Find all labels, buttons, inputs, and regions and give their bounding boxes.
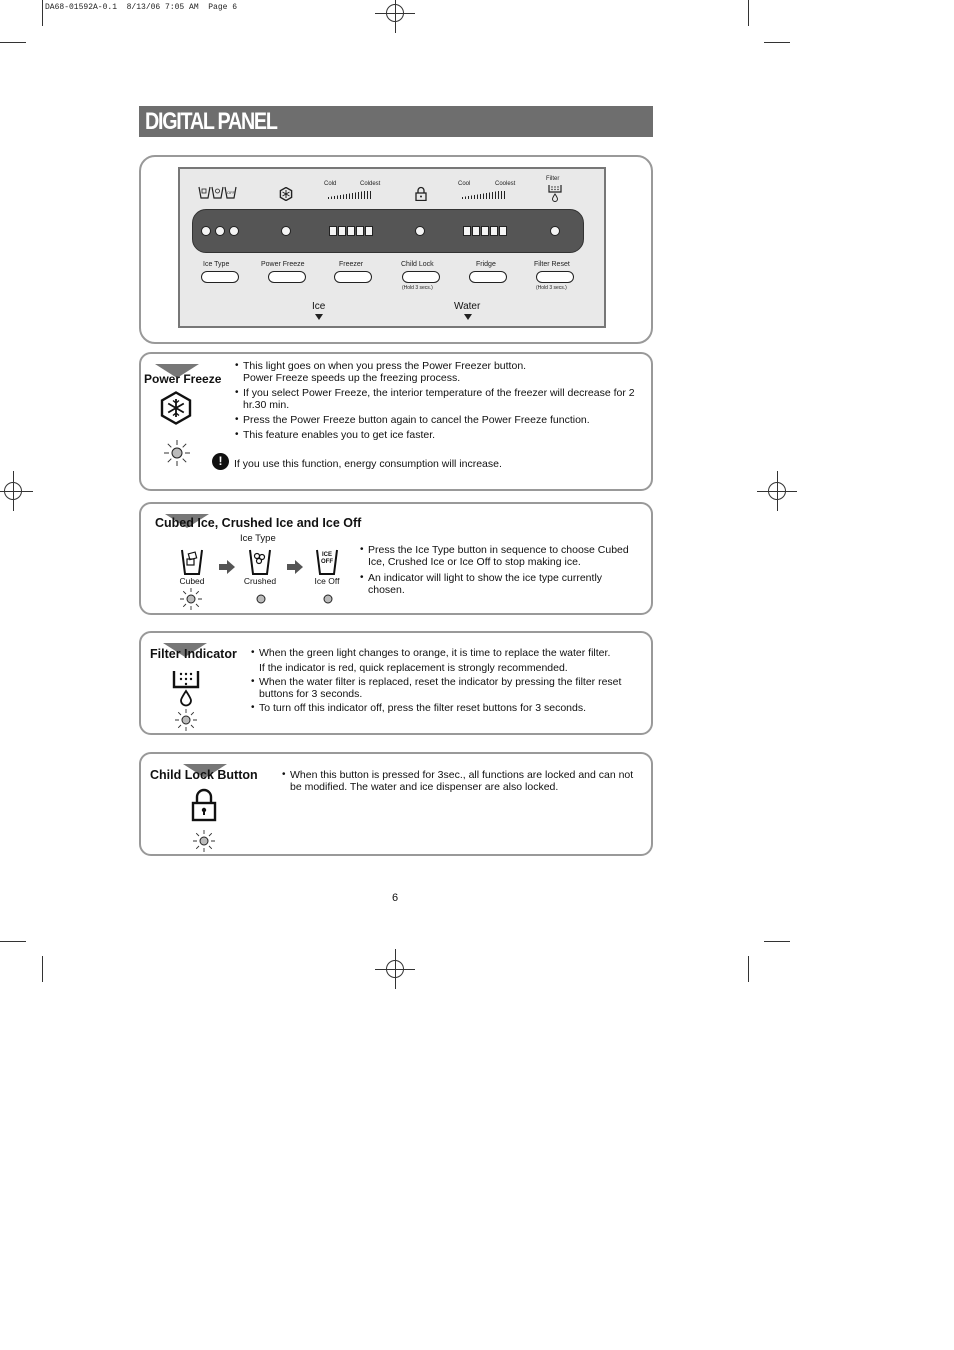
freezer-temp-scale-icon <box>328 191 374 199</box>
water-dispenser-arrow-icon <box>464 314 472 320</box>
freezer-coldest-label: Coldest <box>360 181 381 187</box>
filter-panel-icon <box>548 184 562 202</box>
crushed-ice-icon <box>248 548 272 576</box>
filter-bullet: • When the green light changes to orange, it is time to replace the water filter. <box>251 647 611 659</box>
fridge-temp-segment <box>481 226 489 236</box>
indicator-off-icon <box>322 593 334 605</box>
ice-type-panel-button <box>201 271 239 283</box>
child-lock-button-label: Child Lock <box>401 261 434 268</box>
freezer-temp-segment <box>365 226 373 236</box>
fridge-temp-segment <box>499 226 507 236</box>
filter-reset-button-label: Filter Reset <box>534 261 570 268</box>
filter-reset-panel-button <box>536 271 574 283</box>
arrow-right-icon <box>219 560 235 574</box>
fridge-panel-button <box>469 271 507 283</box>
page-title: DIGITAL PANEL <box>145 108 277 135</box>
filter-bullet: • When the water filter is replaced, reset the indicator by pressing the filter reset buttons for 3 seconds. <box>251 676 622 700</box>
power-freeze-icon <box>279 187 293 201</box>
ice-type-button-label: Ice Type <box>203 261 230 268</box>
crop-mark <box>0 941 26 942</box>
registration-mark <box>386 960 404 978</box>
power-freeze-bullet: • Press the Power Freeze button again to cancel the Power Freeze function. <box>235 414 590 426</box>
indicator-light-icon <box>174 708 198 732</box>
ice-dispenser-label: Ice <box>312 301 326 312</box>
crop-mark <box>764 42 790 43</box>
power-freeze-section <box>139 352 653 491</box>
fridge-temp-segment <box>472 226 480 236</box>
power-freeze-bullet: • This light goes on when you press the Power Freezer button. Power Freeze speeds up the freezing process. <box>235 360 527 384</box>
crop-mark <box>0 42 26 43</box>
warning-icon: ! <box>212 453 229 470</box>
power-freeze-button-label: Power Freeze <box>261 261 305 268</box>
ice-off-caption: Ice Off <box>314 576 340 586</box>
filter-sub-note: If the indicator is red, quick replacement is strongly recommended. <box>259 662 568 674</box>
filter-led <box>550 226 560 236</box>
child-lock-hold-note: (Hold 3 secs.) <box>402 285 433 291</box>
ice-dispenser-arrow-icon <box>315 314 323 320</box>
freezer-panel-button <box>334 271 372 283</box>
power-freeze-note: If you use this function, energy consumption will increase. <box>234 458 502 470</box>
power-freeze-bullet: • This feature enables you to get ice faster. <box>235 429 436 441</box>
child-lock-panel-icon <box>415 186 427 201</box>
crop-mark <box>748 0 749 26</box>
page-number: 6 <box>392 892 399 904</box>
child-lock-section <box>139 752 653 856</box>
registration-mark <box>4 482 22 500</box>
arrow-right-icon <box>287 560 303 574</box>
indicator-light-icon <box>179 587 203 611</box>
cubed-caption: Cubed <box>179 576 205 586</box>
ice-type-bullet: • An indicator will light to show the ice type currently chosen. <box>360 572 603 596</box>
crop-mark <box>42 0 43 26</box>
child-lock-bullet: • When this button is pressed for 3sec., all functions are locked and can not be modified. The water and ice dispenser are also locked. <box>282 769 634 793</box>
digital-panel-illustration <box>178 167 606 328</box>
fridge-temp-segment <box>490 226 498 236</box>
ice-off-icon-text: ICE OFF <box>321 552 333 565</box>
power-freeze-led <box>281 226 291 236</box>
fridge-coolest-label: Coolest <box>495 181 516 187</box>
water-dispenser-label: Water <box>454 301 481 312</box>
child-lock-title: Child Lock Button <box>150 768 258 782</box>
filter-indicator-title: Filter Indicator <box>150 647 237 661</box>
ice-type-led <box>201 226 211 236</box>
filter-reset-hold-note: (Hold 3 secs.) <box>536 285 567 291</box>
power-freeze-bullet: • If you select Power Freeze, the interior temperature of the freezer will decrease for 2 hr.30 min. <box>235 387 635 411</box>
indicator-strip <box>192 209 584 253</box>
filter-bullet: • To turn off this indicator off, press the filter reset buttons for 3 seconds. <box>251 702 587 714</box>
svg-text:OFF: OFF <box>227 190 235 195</box>
ice-type-icons <box>198 185 238 199</box>
ice-type-bullet: • Press the Ice Type button in sequence to choose Cubed Ice, Crushed Ice or Ice Off to stop making ice. <box>360 544 629 568</box>
registration-mark <box>386 4 404 22</box>
registration-mark <box>768 482 786 500</box>
filter-panel-label: Filter <box>546 176 560 182</box>
fridge-temp-scale-icon <box>462 191 508 199</box>
cubed-ice-icon <box>180 548 204 576</box>
indicator-light-icon <box>162 438 192 468</box>
power-freeze-title: Power Freeze <box>144 372 222 386</box>
page-title-bar <box>139 106 653 137</box>
ice-type-led <box>215 226 225 236</box>
fridge-temp-segment <box>463 226 471 236</box>
ice-type-section <box>139 502 653 615</box>
power-freeze-icon <box>160 391 192 425</box>
lock-icon <box>191 788 217 822</box>
crop-mark <box>42 956 43 982</box>
crop-mark <box>764 941 790 942</box>
freezer-cold-label: Cold <box>324 181 337 187</box>
ice-type-title: Cubed Ice, Crushed Ice and Ice Off <box>155 516 362 530</box>
fridge-button-label: Fridge <box>476 261 496 268</box>
filter-indicator-section <box>139 631 653 735</box>
ice-type-led <box>229 226 239 236</box>
freezer-temp-segment <box>338 226 346 236</box>
indicator-off-icon <box>255 593 267 605</box>
power-freeze-panel-button <box>268 271 306 283</box>
freezer-temp-segment <box>356 226 364 236</box>
fridge-cool-label: Cool <box>458 181 471 187</box>
crushed-caption: Crushed <box>243 576 277 586</box>
print-slug: DA68-01592A-0.1 8/13/06 7:05 AM Page 6 <box>45 3 238 12</box>
child-lock-panel-button <box>402 271 440 283</box>
filter-icon <box>171 669 201 707</box>
freezer-temp-segment <box>347 226 355 236</box>
child-lock-led <box>415 226 425 236</box>
crop-mark <box>748 956 749 982</box>
freezer-temp-segment <box>329 226 337 236</box>
freezer-button-label: Freezer <box>339 261 364 268</box>
ice-type-header: Ice Type <box>240 533 276 544</box>
panel-figure-box <box>139 155 653 344</box>
indicator-light-icon <box>192 829 216 853</box>
